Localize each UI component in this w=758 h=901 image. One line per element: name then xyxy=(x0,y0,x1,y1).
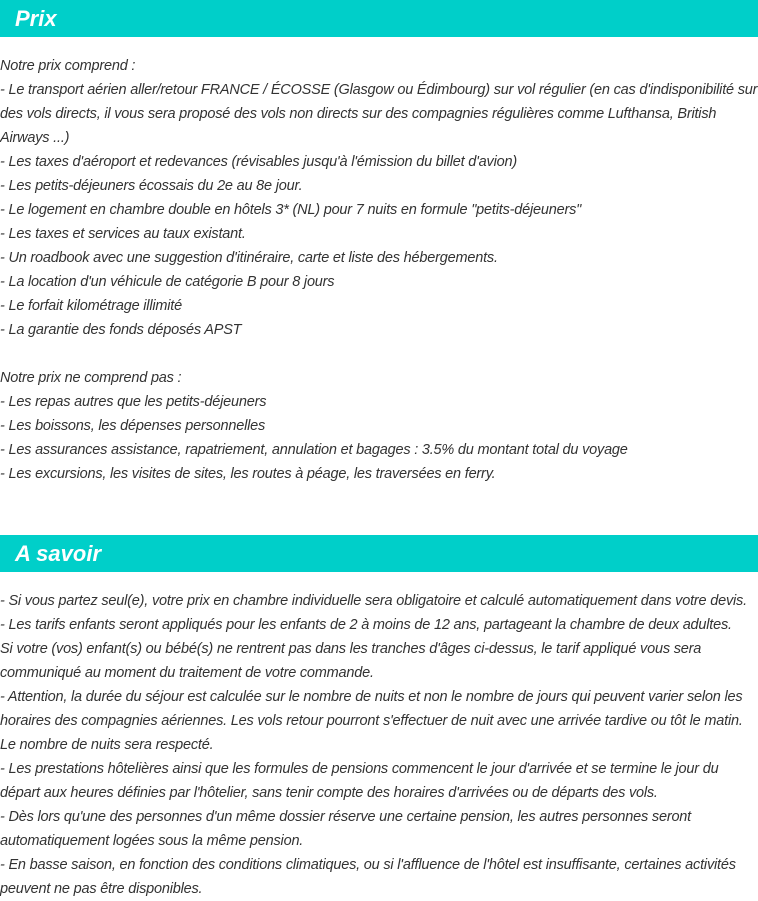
savoir-item: - Les tarifs enfants seront appliqués pour les enfants de 2 à moins de 12 ans, partageant la chambre de deux adultes. xyxy=(0,617,732,633)
savoir-item: Si votre (vos) enfant(s) ou bébé(s) ne rentrent pas dans les tranches d'âges ci-dessus, le tarif appliqué vous sera communiqué au moment du traitement de votre commande. xyxy=(0,641,702,681)
includes-intro: Notre prix comprend : xyxy=(0,58,136,74)
includes-item: - Les taxes et services au taux existant. xyxy=(0,226,246,242)
includes-item: - Le forfait kilométrage illimité xyxy=(0,298,182,314)
excludes-intro: Notre prix ne comprend pas : xyxy=(0,370,182,386)
includes-item: - La location d'un véhicule de catégorie B pour 8 jours xyxy=(0,274,335,290)
savoir-item: - Dès lors qu'une des personnes d'un même dossier réserve une certaine pension, les autres personnes seront automatiquement logées sous la même pension. xyxy=(0,809,692,849)
prix-section-header xyxy=(0,0,758,37)
includes-item: - Le logement en chambre double en hôtels 3* (NL) pour 7 nuits en formule "petits-déjeuners" xyxy=(0,202,582,218)
savoir-item: - Les prestations hôtelières ainsi que les formules de pensions commencent le jour d'arrivée et se termine le jour du départ aux heures définies par l'hôtelier, sans tenir compte des horaires d'arrivées ou de départs des vols. xyxy=(0,761,719,801)
savoir-title: A savoir xyxy=(15,541,102,566)
prix-title: Prix xyxy=(15,6,57,31)
savoir-item: - En basse saison, en fonction des conditions climatiques, ou si l'affluence de l'hôtel est insuffisante, certaines activités peuvent ne pas être disponibles. xyxy=(0,857,736,897)
includes-item: - Les petits-déjeuners écossais du 2e au 8e jour. xyxy=(0,178,303,194)
savoir-item: - Si vous partez seul(e), votre prix en chambre individuelle sera obligatoire et calculé automatiquement dans votre devis. xyxy=(0,593,747,609)
savoir-item: - Attention, la durée du séjour est calculée sur le nombre de nuits et non le nombre de jours qui peuvent varier selon les horaires des compagnies aériennes. Les vols retour pourront s'effectuer de nuit avec une arrivée tardive ou tôt le matin. Le nombre de nuits sera respecté. xyxy=(0,689,743,753)
excludes-item: - Les excursions, les visites de sites, les routes à péage, les traversées en ferry. xyxy=(0,466,496,482)
prix-content xyxy=(0,54,758,486)
includes-item: - La garantie des fonds déposés APST xyxy=(0,322,242,338)
spacer xyxy=(0,342,758,366)
savoir-content xyxy=(0,589,758,901)
includes-item: - Un roadbook avec une suggestion d'itinéraire, carte et liste des hébergements. xyxy=(0,250,498,266)
excludes-item: - Les boissons, les dépenses personnelles xyxy=(0,418,266,434)
includes-item: - Le transport aérien aller/retour FRANCE / ÉCOSSE (Glasgow ou Édimbourg) sur vol régulier (en cas d'indisponibilité sur des vols directs, il vous sera proposé des vols non directs sur des compagnies régulières comme Lufthansa, British Airways ...) xyxy=(0,82,758,146)
excludes-item: - Les assurances assistance, rapatriement, annulation et bagages : 3.5% du montant total du voyage xyxy=(0,442,628,458)
savoir-section-header xyxy=(0,535,758,572)
includes-item: - Les taxes d'aéroport et redevances (révisables jusqu'à l'émission du billet d'avion) xyxy=(0,154,517,170)
excludes-item: - Les repas autres que les petits-déjeuners xyxy=(0,394,267,410)
